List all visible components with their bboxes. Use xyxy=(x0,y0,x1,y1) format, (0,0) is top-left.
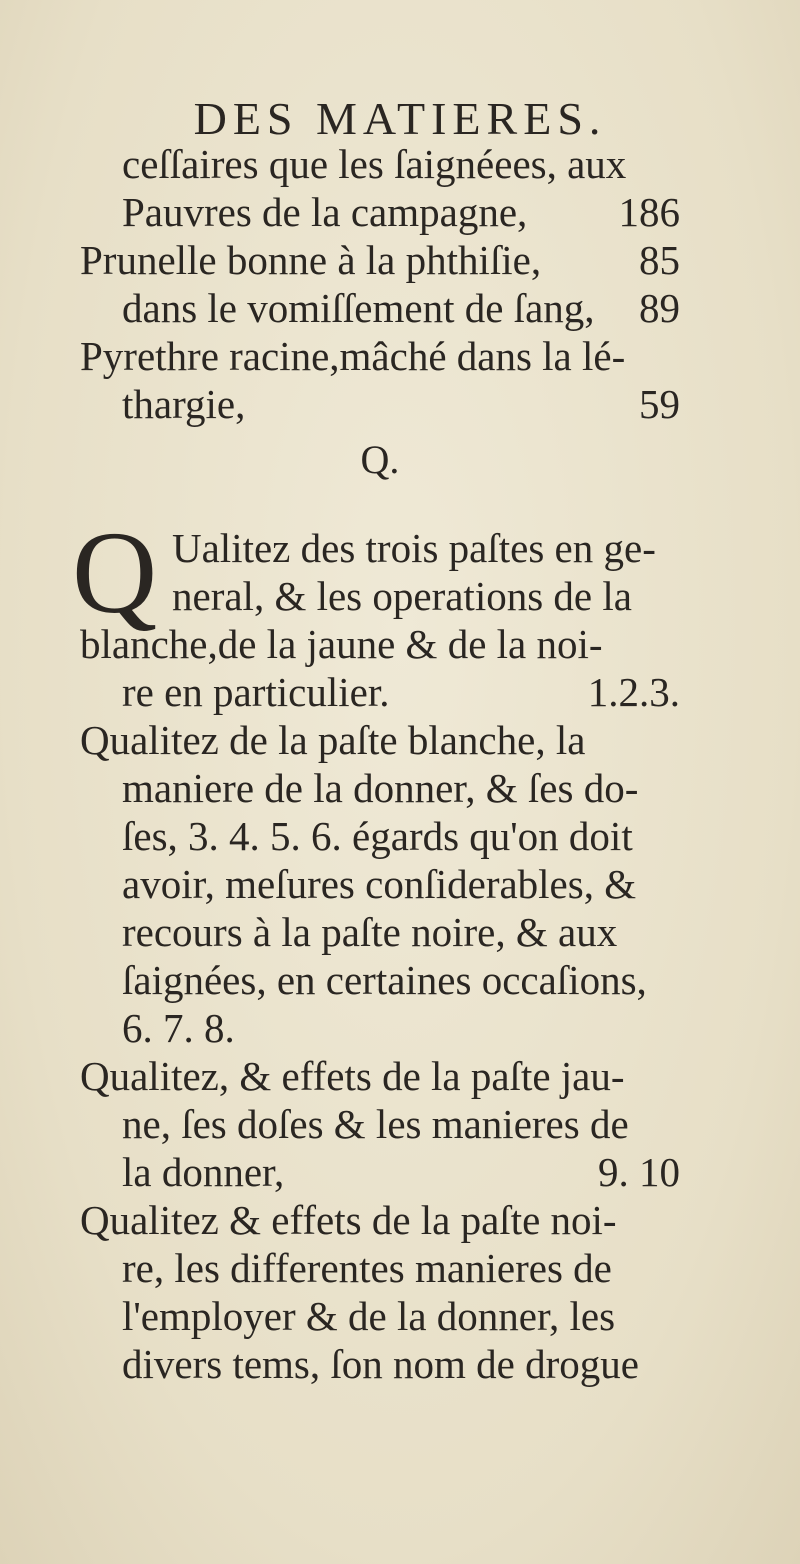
index-line xyxy=(80,620,680,668)
entry-text: ſes, 3. 4. 5. 6. égards qu'on doit xyxy=(122,813,633,859)
index-line xyxy=(80,572,680,620)
index-line xyxy=(80,860,680,908)
index-line xyxy=(80,956,680,1004)
index-line xyxy=(80,1196,680,1244)
page-reference: 59 xyxy=(639,381,680,427)
index-line xyxy=(80,1100,680,1148)
index-text xyxy=(72,140,680,1388)
index-line xyxy=(80,1244,680,1292)
index-line xyxy=(80,908,680,956)
index-line xyxy=(80,1004,680,1052)
index-line xyxy=(80,764,680,812)
entry-text: Prunelle bonne à la phthiſie, xyxy=(80,237,542,283)
index-line xyxy=(80,1052,680,1100)
index-line xyxy=(80,1148,680,1196)
index-line xyxy=(80,716,680,764)
entry-text: recours à la paſte noire, & aux xyxy=(122,909,618,955)
entry-text: neral, & les operations de la xyxy=(172,573,632,619)
q-entry xyxy=(72,507,680,638)
entry-text: blanche,de la jaune & de la noi- xyxy=(80,621,603,667)
entry-text: avoir, meſures conſiderables, & xyxy=(122,861,637,907)
entry-text: ne, ſes doſes & les manieres de xyxy=(122,1101,629,1147)
entry-text: Pyrethre racine,mâché dans la lé- xyxy=(80,333,626,379)
index-line xyxy=(80,668,680,716)
page-reference: 9. 10 xyxy=(598,1149,680,1195)
section-letter: Q. xyxy=(360,437,400,482)
entry-text: ſaignées, en certaines occaſions, xyxy=(122,957,647,1003)
entry-text: Pauvres de la campagne, xyxy=(122,189,528,235)
index-line xyxy=(80,380,680,428)
index-line xyxy=(80,812,680,860)
index-line xyxy=(80,236,680,284)
index-line xyxy=(80,332,680,380)
entry-text: ceſſaires que les ſaignéees, aux xyxy=(122,141,627,187)
drop-capital: Q xyxy=(72,507,158,638)
index-line xyxy=(80,524,680,572)
entry-text: Qualitez de la paſte blanche, la xyxy=(80,717,586,763)
index-line xyxy=(80,140,680,188)
index-line xyxy=(80,284,680,332)
page-reference: 186 xyxy=(618,189,680,235)
entry-text: Qualitez & effets de la paſte noi- xyxy=(80,1197,617,1243)
entry-text: 6. 7. 8. xyxy=(122,1005,235,1051)
index-line xyxy=(80,1292,680,1340)
entry-text: dans le vomiſſement de ſang, xyxy=(122,285,595,331)
page-reference: 89 xyxy=(639,285,680,331)
entry-text: l'employer & de la donner, les xyxy=(122,1293,616,1339)
running-header: DES MATIERES. xyxy=(193,93,607,144)
entry-text: Ualitez des trois paſtes en ge- xyxy=(172,525,656,571)
entry-text: thargie, xyxy=(122,381,246,427)
entry-text: divers tems, ſon nom de drogue xyxy=(122,1341,639,1387)
entry-text: re, les differentes manieres de xyxy=(122,1245,612,1291)
index-line xyxy=(80,188,680,236)
page-reference: 85 xyxy=(639,237,680,283)
entry-text: re en particulier. xyxy=(122,669,390,715)
entry-text: la donner, xyxy=(122,1149,285,1195)
index-line xyxy=(80,1340,680,1388)
page-reference: 1.2.3. xyxy=(587,669,680,715)
entry-text: Qualitez, & effets de la paſte jau- xyxy=(80,1053,625,1099)
entry-text: maniere de la donner, & ſes do- xyxy=(122,765,639,811)
